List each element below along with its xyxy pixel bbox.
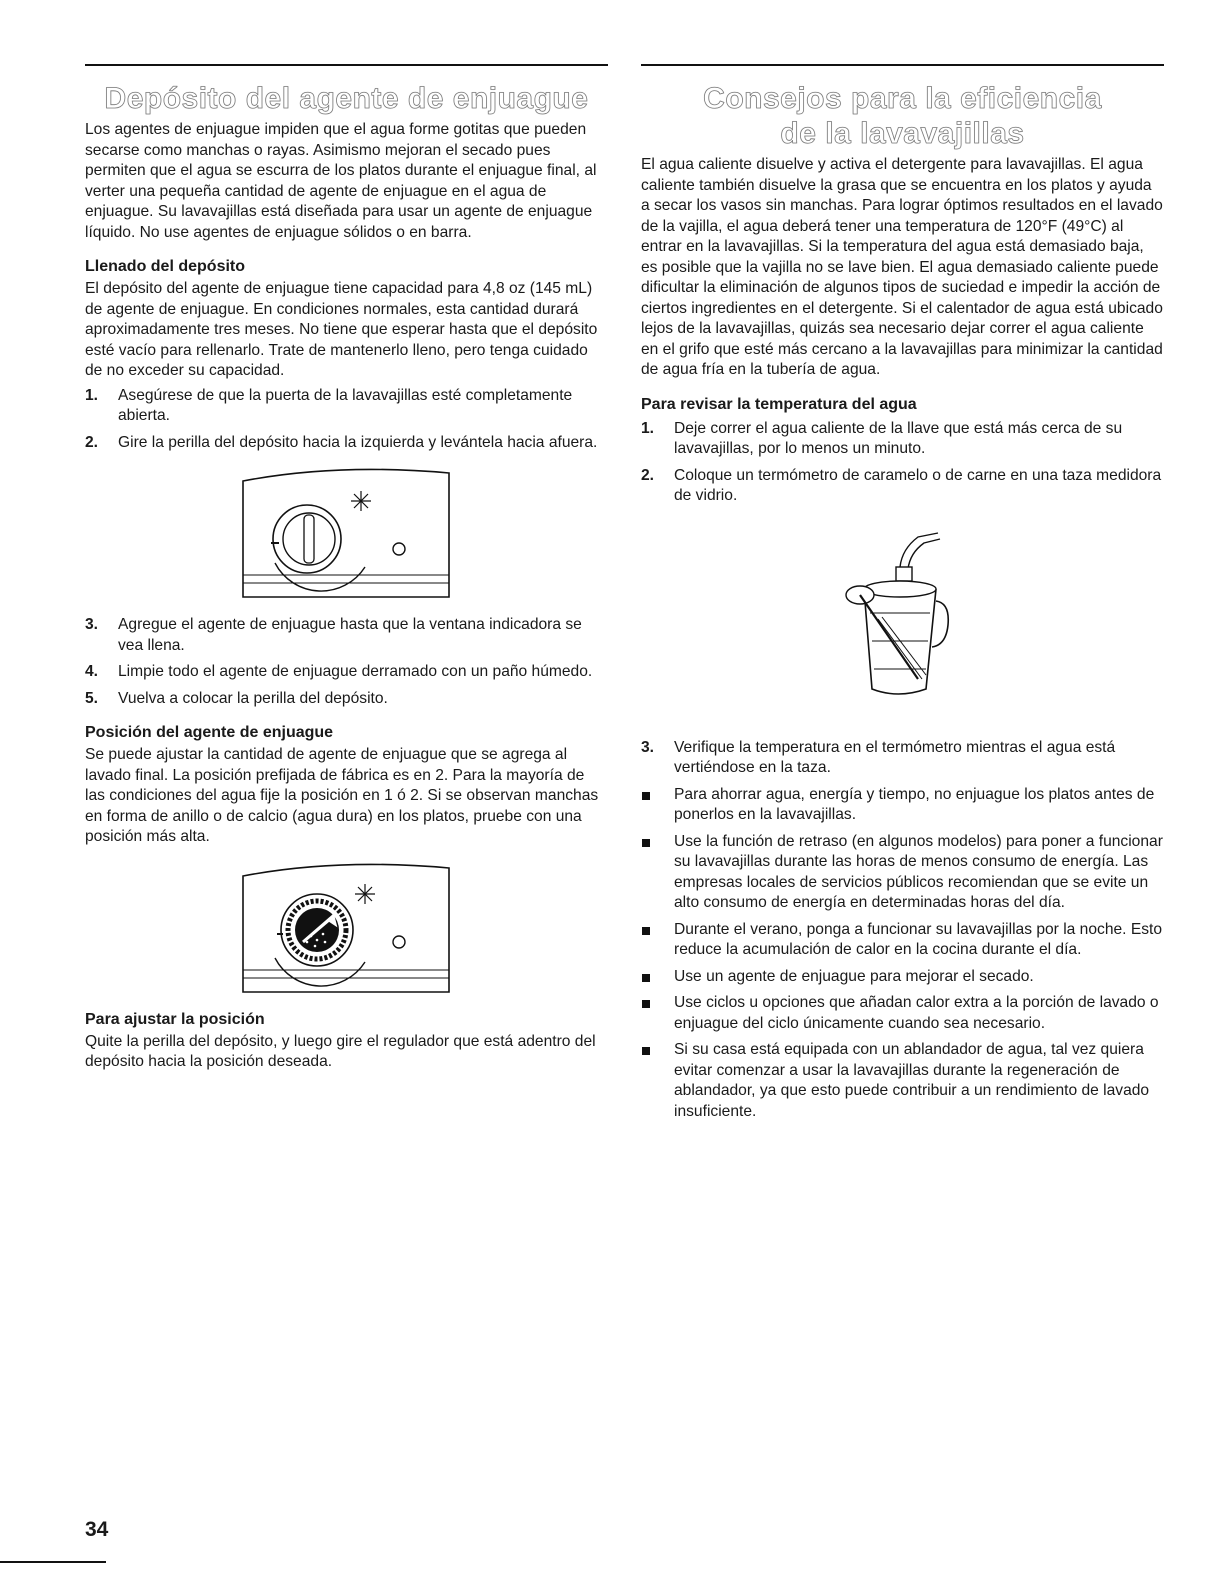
adjust-text: Quite la perilla del depósito, y luego gire el regulador que está adentro del depósito hacia la posición deseada. [85,1032,596,1070]
list-item: Para ahorrar agua, energía y tiempo, no enjuague los platos antes de ponerlos en la lavavajillas. [641,785,1164,826]
adjust-heading: Para ajustar la posición [85,1010,265,1028]
fill-text: El depósito del agente de enjuague tiene capacidad para 4,8 oz (145 mL) de agente de enjuague. En condiciones normales, esta cantidad durará aproximadamente tres meses. No tiene que esperar hasta que el depósito esté vacío para rellenarlo. Trate de mantenerlo lleno, pero tenga cuidado de no exceder su capacidad. [85,280,598,379]
dispenser-setting-illustration [237,858,457,998]
left-column [85,64,608,1073]
section-title-efficiency-tips: Consejos para la eficiencia de la lavavajillas [703,82,1102,150]
bullet-square-icon [642,927,650,935]
bullet-square-icon [642,1000,650,1008]
fill-steps-list [85,386,608,454]
fill-steps-list-continued [85,615,608,709]
dispenser-knob-illustration [237,463,457,603]
right-column [641,64,1164,1128]
fill-heading: Llenado del depósito [85,258,246,275]
tips-bullet-list [641,785,1164,1123]
list-item: 1. Asegúrese de que la puerta de la lavavajillas esté completamente abierta. [85,386,573,424]
list-item: 3. Verifique la temperatura en el termómetro mientras el agua está vertiéndose en la taza. [641,738,1116,776]
bullet-square-icon [642,974,650,982]
list-item: Use la función de retraso (en algunos modelos) para poner a funcionar su lavavajillas durante las horas de menos consumo de energía. Las empresas locales de servicios públicos recomiendan que se evite un alto consumo de energía en determinadas horas del día. [641,832,1164,914]
setting-text: Se puede ajustar la cantidad de agente de enjuague que se agrega al lavado final. La posición prefijada de fábrica es en 2. Para la mayoría de las condiciones del agua fije la posición en 1 ó 2. Si se observan manchas en forma de anillo o de calcio (agua dura) en los platos, pruebe con una posición más alta. [85,746,599,845]
bullet-square-icon [642,839,650,847]
list-item: 4. Limpie todo el agente de enjuague derramado con un paño húmedo. [85,663,593,680]
efficiency-intro: El agua caliente disuelve y activa el detergente para lavavajillas. El agua caliente también disuelve la grasa que se encuentra en los platos y ayuda a secar los vasos sin manchas. Para lograr óptimos resultados en el lavado de la vajilla, el agua deberá tener una temperatura de 120°F (49°C) al entrar en la lavavajillas. Si la temperatura del agua está demasiado baja, es posible que la vajilla no se lave bien. El agua demasiado caliente puede dificultar la eliminación de algunos tipos de suciedad e impedir la acción de ciertos ingredientes en el detergente. Si el calentador de agua está ubicado lejos de la lavavajillas, quizás sea necesario dejar correr el agua caliente en el grifo que esté más cercano a la lavavajillas para minimizar la cantidad de agua fría en la tubería de agua. [641,156,1163,378]
temp-steps-list-continued [641,738,1164,779]
rinse-aid-intro: Los agentes de enjuague impiden que el agua forme gotitas que pueden secarse como manchas o rayas. Asimismo mejoran el secado pues permiten que el agua se escurra de los platos durante el enjuague final, al verter una pequeña cantidad de agente de enjuague en el agua de enjuague. Su lavavajillas está diseñada para usar un agente de enjuague líquido. No use agentes de enjuague sólidos o en barra. [85,121,597,241]
list-item: 5. Vuelva a colocar la perilla del depósito. [85,689,388,707]
page-number: 34 [85,1518,109,1541]
list-item: 1. Deje correr el agua caliente de la llave que está más cerca de su lavavajillas, por lo menos un minuto. [641,419,1123,457]
section-title-rinse-aid: Depósito del agente de enjuague [104,82,589,115]
footer-rule [0,1561,106,1563]
list-item: Use ciclos u opciones que añadan calor extra a la porción de lavado o enjuague del ciclo únicamente cuando sea necesario. [641,993,1164,1034]
bullet-square-icon [642,1047,650,1055]
list-item: Durante el verano, ponga a funcionar su lavavajillas por la noche. Esto reduce la acumulación de calor en la cocina durante el día. [641,920,1164,961]
temp-heading: Para revisar la temperatura del agua [641,395,917,413]
list-item: 2. Gire la perilla del depósito hacia la izquierda y levántela hacia afuera. [85,433,598,451]
thermometer-cup-illustration [838,529,968,704]
bullet-square-icon [642,792,650,800]
section-rule [641,64,1164,66]
list-item: Use un agente de enjuague para mejorar el secado. [641,967,1164,988]
list-item: 3. Agregue el agente de enjuague hasta que la ventana indicadora se vea llena. [85,616,582,654]
setting-heading: Posición del agente de enjuague [85,724,334,741]
temp-steps-list [641,419,1164,507]
list-item: Si su casa está equipada con un ablandador de agua, tal vez quiera evitar comenzar a usar la lavavajillas durante la regeneración de ablandador, ya que esto puede contribuir a un rendimiento de lavado insuficiente. [641,1040,1164,1122]
list-item: 2. Coloque un termómetro de caramelo o de carne en una taza medidora de vidrio. [641,466,1162,504]
section-rule [85,64,608,66]
